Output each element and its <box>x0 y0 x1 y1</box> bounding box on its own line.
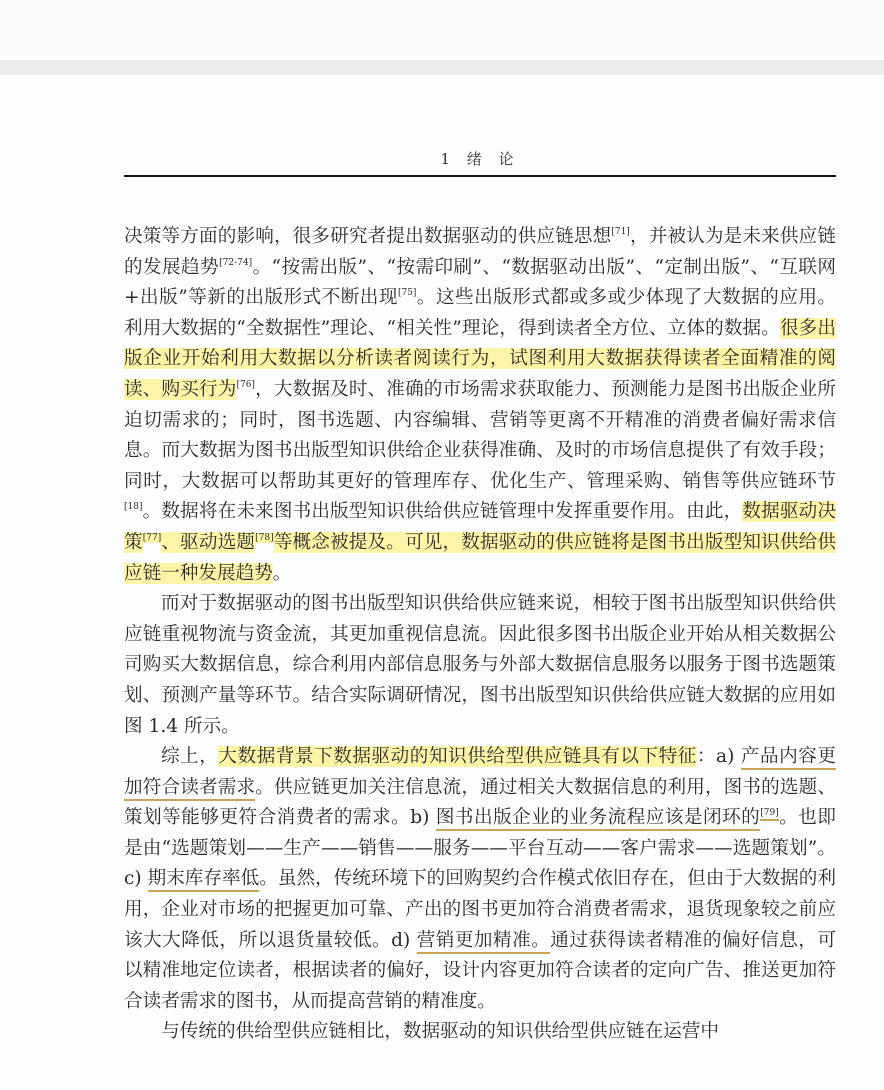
highlighted-text: 、驱动选题 <box>161 531 256 553</box>
underlined-text: 期末库存率低 <box>148 868 260 892</box>
citation-ref: [75] <box>397 288 417 299</box>
underlined-text: 产品内容更加符合读者需求 <box>124 746 836 801</box>
text-run: 。也即是由“选题策划——生产——销售——服务——平台互动——客户需求——选题策划”。c) <box>124 807 836 890</box>
text-run: 综上， <box>161 746 219 768</box>
text-run: 。“按需出版”、“按需印刷”、“数据驱动出版”、“定制出版”、“互联网+出版”等新的出版形式不断出现 <box>124 256 836 309</box>
citation-ref: [76] <box>236 379 255 390</box>
text-run: 。虽然，传统环境下的回购契约合作模式依旧存在，但由于大数据的利用，企业对市场的把握更加可靠、产出的图书更加符合消费者需求，退货现象较之前应该大大降低，所以退货量较低。d) <box>124 868 836 951</box>
text-run: 。这些出版形式都或多或少体现了大数据的应用。利用大数据的“全数据性”理论、“相关性”理论，得到读者全方位、立体的数据。 <box>124 287 836 339</box>
cutoff-line <box>124 1017 836 1043</box>
text-run: ，大数据及时、准确的市场需求获取能力、预测能力是图书出版企业所迫切需求的；同时，图书选题、内容编辑、营销等更离不开精准的消费者偏好需求信息。而大数据为图书出版型知识供给企业获得准确、及时的市场信息提供了有效手段；同时，大数据可以帮助其更好的管理库存、优化生产、管理采购、销售等供应链环节 <box>124 378 836 492</box>
text-run: 决策等方面的影响，很多研究者提出数据驱动的供应链思想 <box>124 226 612 247</box>
header-rule <box>124 175 836 177</box>
highlighted-text: 大数据背景下数据驱动的知识供给型供应链具有以下特征 <box>218 746 697 768</box>
underlined-text: 图书出版企业的业务流程应该是闭环的 <box>436 807 760 831</box>
text-run: 通过获得读者精准的偏好信息，可以精准地定位读者，根据读者的偏好，设计内容更加符合读者的定向广告、推送更加符合读者需求的图书，从而提高营销的精准度。 <box>124 929 836 1012</box>
text-run: 。数据将在未来图书出版型知识供给供应链管理中发挥重要作用。由此， <box>142 501 743 523</box>
citation-ref: [78] <box>255 532 274 543</box>
running-header: 1 绪 论 <box>440 150 520 168</box>
underlined-text: 营销更加精准。 <box>417 930 551 954</box>
highlighted-text: 数据驱动决策 <box>124 501 836 553</box>
text-run: 。 <box>272 562 292 584</box>
citation-ref: [77] <box>142 532 162 543</box>
text-run: ，并被认为是未来供应链的发展趋势 <box>124 226 836 278</box>
body-text <box>124 222 836 1043</box>
top-blank-area <box>0 0 884 60</box>
paragraph-3 <box>124 742 836 1017</box>
text-run: ：a) <box>696 746 741 768</box>
citation-ref: [79] <box>760 808 778 821</box>
citation-ref: [71] <box>611 227 630 237</box>
citation-ref: [18] <box>124 502 143 513</box>
paragraph-2 <box>124 589 836 742</box>
cutoff-line-text: 与传统的供给型供应链相比，数据驱动的知识供给型供应链在运营中 <box>124 1021 720 1043</box>
page-separator <box>0 60 884 75</box>
highlighted-text: 等概念被提及。可见，数据驱动的供应链将是图书出版型知识供给供应链一种发展趋势 <box>124 531 836 584</box>
highlighted-text: 很多出版企业开始利用大数据以分析读者阅读行为，试图利用大数据获得读者全面精准的阅读、购买行为 <box>124 317 836 400</box>
citation-ref: [72-74] <box>219 257 253 268</box>
text-run: 。供应链更加关注信息流，通过相关大数据信息的利用，图书的选题、策划等能够更符合消费者的需求。b) <box>124 776 836 829</box>
text-run: 而对于数据驱动的图书出版型知识供给供应链来说，相较于图书出版型知识供给供应链重视物流与资金流，其更加重视信息流。因此很多图书出版企业开始从相关数据公司购买大数据信息，综合利用内部信息服务与外部大数据信息服务以服务于图书选题策划、预测产量等环节。结合实际调研情况，图书出版型知识供给供应链大数据的应用如图 1.4 所示。 <box>124 593 836 737</box>
paragraph-1 <box>124 222 836 589</box>
